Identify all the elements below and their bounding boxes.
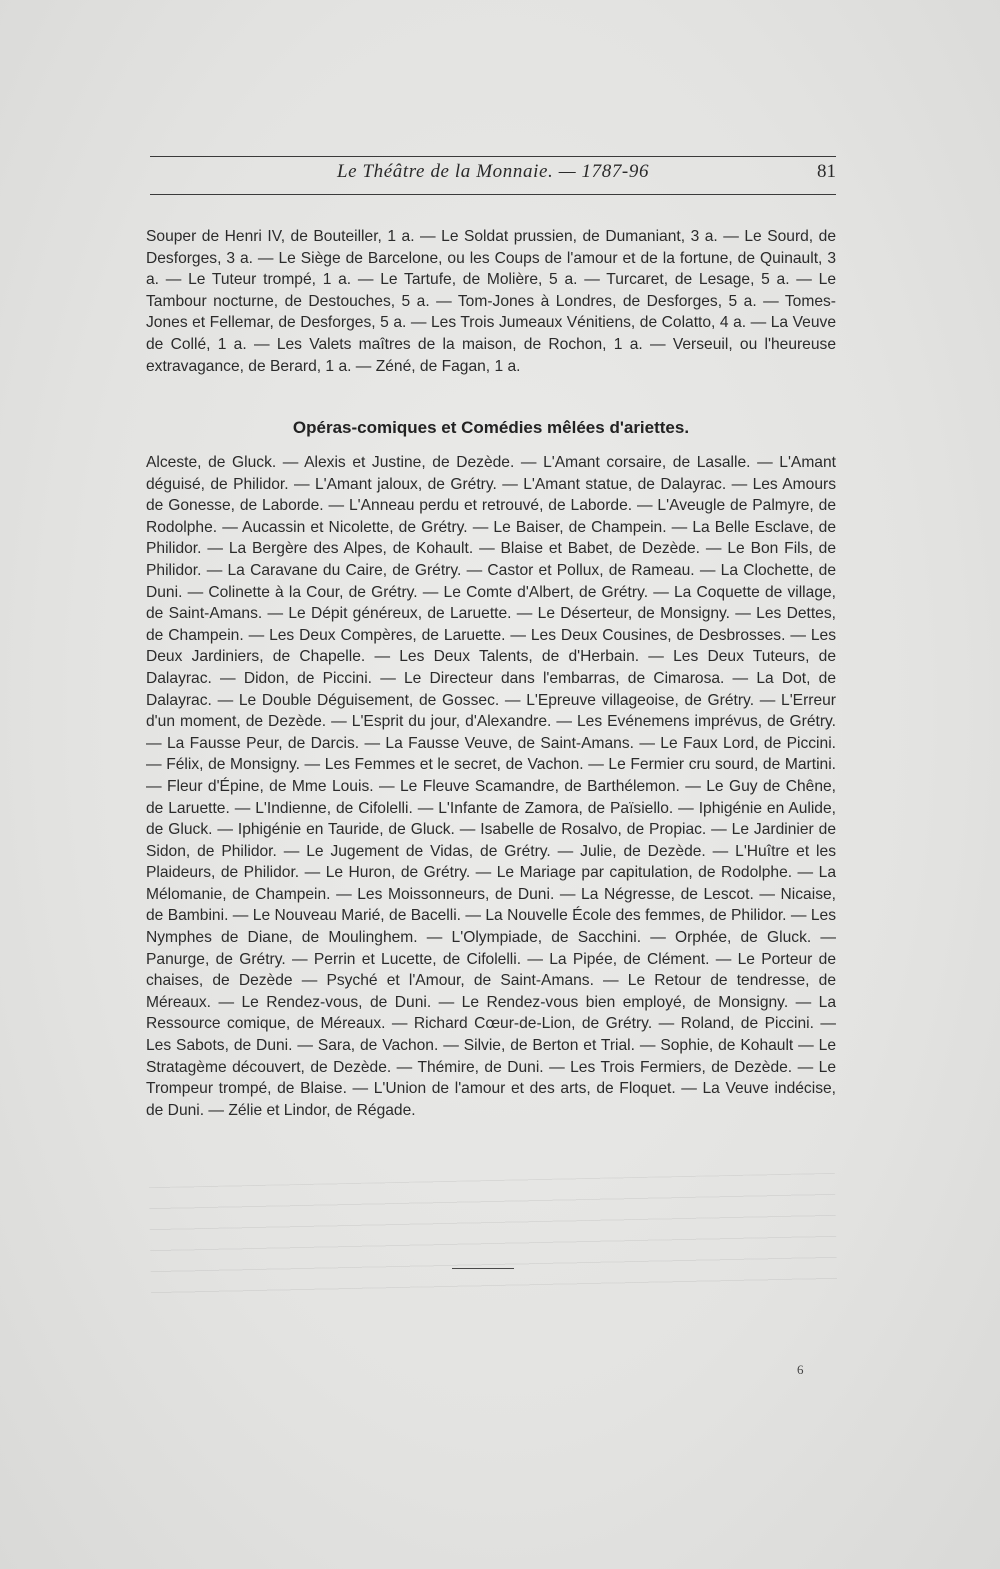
header-rule-bottom (150, 194, 836, 195)
plays-list-paragraph: Souper de Henri IV, de Bouteiller, 1 a. — Le Soldat prussien, de Dumaniant, 3 a. — Le Sourd, de Desforges, 3 a. — Le Siège de Barcelone, ou les Coups de l'amour et de la fortune, de Quinault, 3 a. — Le Tuteur trompé, 1 a. — Le Tartufe, de Molière, 5 a. — Turcaret, de Lesage, 5 a. — Le Tambour nocturne, de Destouches, 5 a. — Tom-Jones à Londres, de Desforges, 5 a. — Tomes-Jones et Fellemar, de Desforges, 5 a. — Les Trois Jumeaux Vénitiens, de Colatto, 4 a. — La Veuve de Collé, 1 a. — Les Valets maîtres de la maison, de Rochon, 1 a. — Verseuil, ou l'heureuse extravagance, de Berard, 1 a. — Zéné, de Fagan, 1 a. (146, 228, 836, 375)
sheet-signature-mark: 6 (797, 1362, 804, 1377)
running-header (150, 158, 836, 192)
opera-list-paragraph: Alceste, de Gluck. — Alexis et Justine, de Dezède. — L'Amant corsaire, de Lasalle. — L'Amant déguisé, de Philidor. — L'Amant jaloux, de Grétry. — L'Amant statue, de Dalayrac. — Les Amours de Gonesse, de Laborde. — L'Anneau perdu et retrouvé, de Laborde. — L'Aveugle de Palmyre, de Rodolphe. — Aucassin et Nicolette, de Grétry. — Le Baiser, de Champein. — La Belle Esclave, de Philidor. — La Bergère des Alpes, de Kohault. — Blaise et Babet, de Dezède. — Le Bon Fils, de Philidor. — La Caravane du Caire, de Grétry. — Castor et Pollux, de Rameau. — La Clochette, de Duni. — Colinette à la Cour, de Grétry. — Le Comte d'Albert, de Grétry. — La Coquette de village, de Saint-Amans. — Le Dépit généreux, de Laruette. — Le Déserteur, de Monsigny. — Les Dettes, de Champein. — Les Deux Compères, de Laruette. — Les Deux Cousines, de Desbrosses. — Les Deux Jardiniers, de Chapelle. — Les Deux Talents, de d'Herbain. — Les Deux Tuteurs, de Dalayrac. — Didon, de Piccini. — Le Directeur dans l'embarras, de Cimarosa. — La Dot, de Dalayrac. — Le Double Déguisement, de Gossec. — L'Epreuve villageoise, de Grétry. — L'Erreur d'un moment, de Dezède. — L'Esprit du jour, d'Alexandre. — Les Evénemens imprévus, de Grétry. — La Fausse Peur, de Darcis. — La Fausse Veuve, de Saint-Amans. — Le Faux Lord, de Piccini. — Félix, de Monsigny. — Les Femmes et le secret, de Vachon. — Le Fermier cru sourd, de Martini. — Fleur d'Épine, de Mme Louis. — Le Fleuve Scamandre, de Barthélemon. — Le Guy de Chêne, de Laruette. — L'Indienne, de Cifolelli. — L'Infante de Zamora, de Païsiello. — Iphigénie en Aulide, de Gluck. — Iphigénie en Tauride, de Gluck. — Isabelle de Rosalvo, de Propiac. — Le Jardinier de Sidon, de Philidor. — Le Jugement de Vidas, de Grétry. — Julie, de Dezède. — L'Huître et les Plaideurs, de Philidor. — Le Huron, de Grétry. — Le Mariage par capitulation, de Rodolphe. — La Mélomanie, de Champein. — Les Moissonneurs, de Duni. — La Négresse, de Lescot. — Nicaise, de Bambini. — Le Nouveau Marié, de Bacelli. — La Nouvelle École des femmes, de Philidor. — Les Nymphes de Diane, de Moulinghem. — L'Olympiade, de Sacchini. — Orphée, de Gluck. — Panurge, de Grétry. — Perrin et Lucette, de Cifolelli. — La Pipée, de Clément. — Le Porteur de chaises, de Dezède — Psyché et l'Amour, de Saint-Amans. — Le Retour de tendresse, de Méreaux. — Le Rendez-vous, de Duni. — Le Rendez-vous bien employé, de Monsigny. — La Ressource comique, de Méreaux. — Richard Cœur-de-Lion, de Grétry. — Roland, de Piccini. — Les Sabots, de Duni. — Sara, de Vachon. — Silvie, de Berton et Trial. — Sophie, de Kohault — Le Stratagème découvert, de Dezède. — Thémire, de Duni. — Les Trois Fermiers, de Dezède. — Le Trompeur trompé, de Blaise. — L'Union de l'amour et des arts, de Floquet. — La Veuve indécise, de Duni. — Zélie et Lindor, de Régade. (146, 454, 836, 1119)
running-title: Le Théâtre de la Monnaie. — 1787-96 (336, 161, 650, 182)
show-through-text (149, 1173, 837, 1297)
header-rule-top (150, 156, 836, 157)
section-heading: Opéras-comiques et Comédies mêlées d'ariettes. (292, 418, 690, 437)
page-number: 81 (817, 161, 836, 182)
end-separator-rule (452, 1268, 514, 1269)
